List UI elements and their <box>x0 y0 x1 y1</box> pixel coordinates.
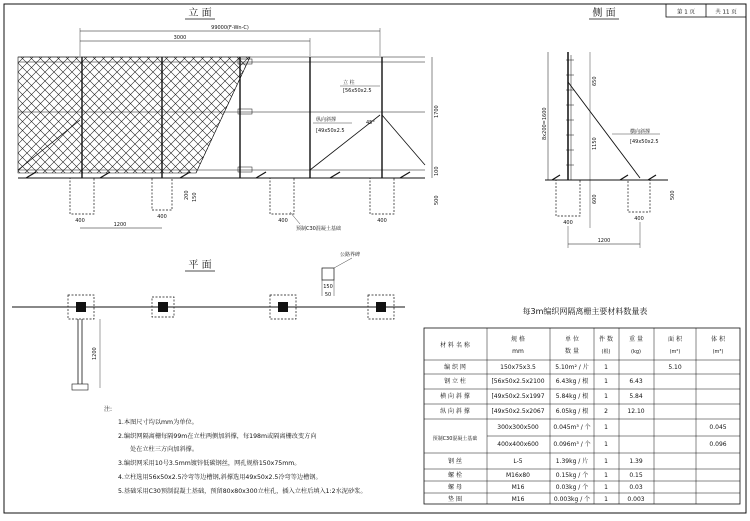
table-cell: 6.43 <box>629 378 643 385</box>
table-cell: 5.10m² / 片 <box>555 364 589 371</box>
note-line: 处在立柱三方向加斜撑。 <box>130 446 199 453</box>
th-weight: 重 量 <box>629 336 643 343</box>
table-cell: [56x50x2.5x2100 <box>491 378 545 385</box>
materials-table <box>424 306 740 504</box>
side-brace-label: 横向斜撑 <box>630 129 651 135</box>
table-cell: M16 <box>511 484 525 491</box>
table-cell: 编 织 网 <box>444 364 466 371</box>
table-cell: 1 <box>604 441 608 448</box>
table-cell: 1 <box>604 472 608 479</box>
table-cell: 预制C30混凝土基础 <box>432 436 478 442</box>
foundation-4 <box>370 178 394 214</box>
elevation-title: 立 面 <box>188 8 212 19</box>
table-cell: 1 <box>604 378 608 385</box>
th-area-unit: (m²) <box>669 349 681 355</box>
table-cell: 0.15kg / 个 <box>555 472 589 479</box>
side-base-len-dim: 1200 <box>597 238 611 244</box>
post-label: 立 柱 <box>343 80 355 86</box>
found-w2-dim: 400 <box>157 214 167 220</box>
side-foundation-1 <box>556 180 580 216</box>
table-cell: 螺 母 <box>448 484 462 491</box>
side-found-w1-dim: 400 <box>563 220 573 226</box>
notes-heading: 注: <box>104 406 113 413</box>
found-h1-dim: 200 <box>184 190 190 200</box>
table-cell: 400x400x600 <box>497 441 539 448</box>
side-seg-top-dim: 650 <box>592 76 598 86</box>
th-volume: 体 积 <box>711 336 725 343</box>
table-cell: 1 <box>604 484 608 491</box>
table-rows <box>433 363 727 503</box>
side-post-height-dim: 8x200=1600 <box>542 107 548 140</box>
side-seg-bottom-dim: 600 <box>592 194 598 204</box>
mesh-panel <box>18 57 250 173</box>
plan-title: 平 面 <box>188 260 212 271</box>
table-cell: 1.39kg / 片 <box>555 458 589 465</box>
th-name: 材 料 名 称 <box>440 342 470 349</box>
brace-angle: 45° <box>366 120 375 126</box>
table-cell: M16x80 <box>506 472 530 479</box>
table-cell: [49x50x2.5x2067 <box>491 408 545 415</box>
th-area: 面 积 <box>668 336 682 343</box>
elevation-overall-dim: 99000(F-Wn-C) <box>211 25 249 31</box>
table-cell: 150x75x3.5 <box>500 364 536 371</box>
note-line: 3.编织网采用10号3.5mm镀锌低碳钢丝，网孔规格150x75mm。 <box>118 460 301 467</box>
th-qty: 数 量 <box>565 348 579 355</box>
table-cell: [49x50x2.5x1997 <box>491 393 545 400</box>
table-cell: 5.10 <box>668 364 682 371</box>
plan-dim-c: 1200 <box>92 347 98 360</box>
table-cell: 钢 立 柱 <box>444 378 466 385</box>
side-brace-size: [49x50x2.5 <box>630 139 659 145</box>
th-spec: 规 格 <box>511 336 525 343</box>
table-cell: 垫 圈 <box>448 496 462 503</box>
table-cell: 0.096 <box>709 441 727 448</box>
th-spec-unit: mm <box>512 348 524 355</box>
note-line: 5.基础采用C30预制混凝土基础，预留80x80x300立柱孔，插入立柱后填入1:2水泥砂浆。 <box>118 488 367 495</box>
table-cell: 1 <box>604 424 608 431</box>
foundation-2 <box>152 178 172 210</box>
table-cell: 6.43kg / 根 <box>555 378 589 385</box>
elevation-view <box>18 7 440 232</box>
longitudinal-brace-right <box>382 115 425 165</box>
table-cell: 2 <box>604 408 608 415</box>
table-title: 每3m编织网隔离栅主要材料数量表 <box>522 307 648 316</box>
brace-size: [49x50x2.5 <box>316 128 345 134</box>
span-half-dim: 1200 <box>113 222 127 228</box>
th-count-unit: (根) <box>601 349 611 355</box>
th-count: 件 数 <box>599 336 613 343</box>
note-line: 2.编织网隔离栅每隔99m在立柱两侧加斜撑，每198m或隔离栅改变方向 <box>118 433 317 440</box>
table-cell: 0.045m³ / 个 <box>553 424 591 431</box>
table-cell: 6.05kg / 根 <box>555 408 589 415</box>
table-cell: 0.096m³ / 个 <box>553 441 591 448</box>
side-found-w2-dim: 400 <box>634 216 644 222</box>
found-h2-dim: 150 <box>192 192 198 202</box>
foundation-1 <box>70 178 94 214</box>
table-cell: 1 <box>604 364 608 371</box>
plan-dim-b: 50 <box>324 292 332 298</box>
table-cell: 钢 丝 <box>448 458 462 465</box>
th-unit: 单 位 <box>565 336 579 343</box>
side-found-depth-dim: 500 <box>670 190 676 200</box>
height-found-dim: 500 <box>434 195 440 205</box>
table-cell: 0.045 <box>709 424 727 431</box>
table-cell: 横 向 斜 撑 <box>440 393 470 400</box>
notes <box>104 405 367 495</box>
side-seg-mid-dim: 1150 <box>592 137 598 150</box>
note-line: 1.本图尺寸均以mm为单位。 <box>118 419 198 426</box>
table-cell: 5.84 <box>629 393 643 400</box>
boundary-marker <box>322 268 334 280</box>
table-cell: 0.03 <box>629 484 643 491</box>
foundation-3 <box>270 178 294 214</box>
height-total-dim: 1700 <box>434 105 440 118</box>
th-volume-unit: (m³) <box>712 349 724 355</box>
brace-label: 纵向斜撑 <box>316 117 337 123</box>
side-foundation-2 <box>628 180 650 212</box>
table-cell: 0.15 <box>629 472 643 479</box>
table-cell: M16 <box>511 496 525 503</box>
table-cell: 0.003 <box>627 496 645 503</box>
table-cell: 1 <box>604 496 608 503</box>
page-total: 共 11 页 <box>715 9 737 16</box>
plan-dim-a: 150 <box>323 284 333 290</box>
side-view <box>542 6 676 248</box>
found-w3-dim: 400 <box>278 218 288 224</box>
table-cell: 1 <box>604 393 608 400</box>
table-cell: 5.84kg / 根 <box>555 393 589 400</box>
table-cell: 0.03kg / 个 <box>555 484 589 491</box>
boundary-marker-label: 公路界碑 <box>340 252 361 258</box>
page-current: 第 1 页 <box>677 9 695 16</box>
height-above-dim: 100 <box>434 166 440 176</box>
table-cell: 螺 栓 <box>448 472 462 479</box>
table-cell: 1 <box>604 458 608 465</box>
table-cell: 1.39 <box>629 458 643 465</box>
post-size: [56x50x2.5 <box>343 88 372 94</box>
found-w4-dim: 400 <box>377 218 387 224</box>
th-weight-unit: (kg) <box>631 349 641 355</box>
table-cell: 0.003kg / 个 <box>553 496 591 503</box>
table-cell: 12.10 <box>627 408 645 415</box>
table-cell: 纵 向 斜 撑 <box>440 408 470 415</box>
table-cell: L-5 <box>513 458 523 465</box>
note-line: 4.立柱选用56x50x2.5冷弯等边槽钢,斜撑选用49x50x2.5冷弯等边槽钢。 <box>118 474 322 481</box>
foundation-note: 预制C30混凝土基础 <box>296 226 341 232</box>
side-title: 侧 面 <box>592 8 616 19</box>
page-indicator <box>666 4 746 17</box>
elevation-span-dim: 3000 <box>173 35 187 41</box>
table-cell: 300x300x500 <box>497 424 539 431</box>
plan-view <box>12 251 405 390</box>
found-w1-dim: 400 <box>75 218 85 224</box>
